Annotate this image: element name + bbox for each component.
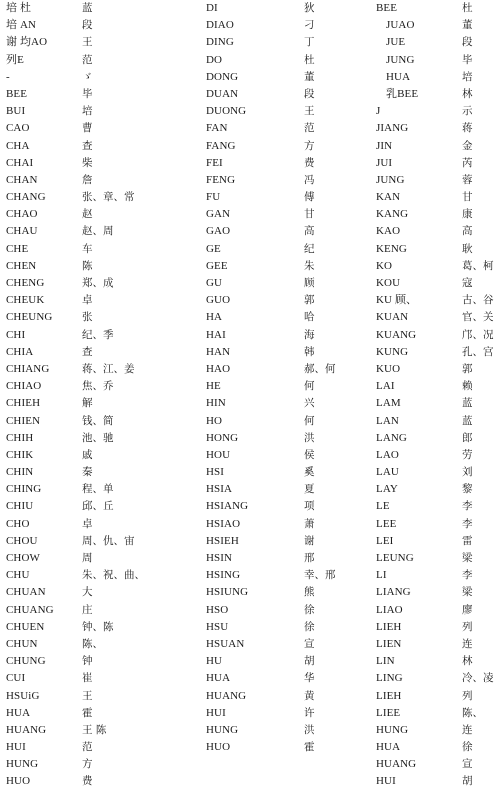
chinese-surname: 詹 bbox=[82, 173, 93, 186]
romanized-surname: BEE bbox=[376, 2, 398, 14]
romanized-surname: HSIN bbox=[206, 552, 233, 564]
chinese-surname: 王 陈 bbox=[82, 723, 107, 736]
chinese-surname: 寇 bbox=[462, 277, 473, 289]
chinese-surname: 哈 bbox=[304, 311, 315, 324]
chinese-surname: 方 bbox=[304, 139, 315, 152]
chinese-surname: 毕 bbox=[82, 87, 93, 100]
romanized-surname: LAN bbox=[376, 414, 399, 427]
romanized-surname: LIEN bbox=[376, 637, 402, 650]
chinese-surname: 王 bbox=[304, 105, 315, 118]
romanized-surname: LIEH bbox=[376, 689, 402, 702]
romanized-surname: FENG bbox=[206, 173, 236, 186]
romanized-surname: 乳BEE bbox=[386, 87, 419, 100]
chinese-surname: 霍 bbox=[304, 741, 315, 754]
romanized-surname: CHANG bbox=[6, 191, 46, 204]
chinese-surname: 李 bbox=[462, 569, 473, 582]
chinese-surname: 张、章、常 bbox=[82, 191, 135, 204]
chinese-surname: 钟、陈 bbox=[82, 620, 114, 633]
romanized-surname: KENG bbox=[376, 242, 407, 255]
chinese-surname: 方 bbox=[82, 758, 93, 771]
chinese-surname: 何 bbox=[304, 380, 315, 393]
chinese-surname: 钱、简 bbox=[82, 414, 114, 427]
chinese-surname: 段 bbox=[462, 36, 473, 49]
chinese-surname: 连 bbox=[462, 637, 473, 650]
chinese-surname: 幸、邢 bbox=[304, 569, 336, 582]
chinese-surname: 徐 bbox=[304, 603, 315, 616]
romanized-surname: CHU bbox=[6, 569, 30, 582]
romanized-surname: CHA bbox=[6, 139, 30, 152]
romanized-surname: CHOW bbox=[6, 552, 41, 564]
romanized-surname: JUI bbox=[376, 156, 393, 169]
romanized-surname: CHAU bbox=[6, 225, 38, 238]
chinese-surname: 项 bbox=[304, 500, 315, 513]
chinese-surname: 傅 bbox=[304, 191, 315, 204]
romanized-surname: HUNG bbox=[206, 723, 239, 736]
chinese-surname: 宣 bbox=[304, 637, 315, 650]
romanized-surname: DI bbox=[206, 2, 218, 14]
chinese-surname: 萧 bbox=[304, 517, 315, 530]
romanized-surname: CHAN bbox=[6, 173, 38, 186]
chinese-surname: 培 bbox=[82, 105, 93, 118]
chinese-surname: 梁 bbox=[462, 586, 473, 599]
romanized-surname: HUA bbox=[376, 741, 401, 754]
romanized-surname: 列E bbox=[6, 53, 24, 66]
chinese-surname: 卓 bbox=[82, 294, 93, 307]
romanized-surname: GE bbox=[206, 242, 221, 255]
chinese-surname: 陈、 bbox=[462, 706, 483, 719]
romanized-surname: CHENG bbox=[6, 277, 45, 289]
chinese-surname: 刁 bbox=[304, 19, 315, 32]
chinese-surname: 大 bbox=[82, 586, 93, 599]
chinese-surname: 曹 bbox=[82, 122, 93, 135]
chinese-surname: 杜 bbox=[304, 53, 315, 66]
chinese-surname: 李 bbox=[462, 517, 473, 530]
chinese-surname: 柴 bbox=[82, 156, 93, 169]
romanized-surname: GUO bbox=[206, 294, 231, 307]
romanized-surname: LAM bbox=[376, 397, 401, 410]
chinese-surname: 毕 bbox=[462, 53, 473, 66]
chinese-surname: 胡 bbox=[462, 775, 473, 788]
romanized-surname: HSIA bbox=[206, 483, 233, 496]
chinese-surname: 夏 bbox=[304, 483, 315, 496]
chinese-surname: 徐 bbox=[462, 741, 473, 754]
chinese-surname: 梁 bbox=[462, 552, 473, 564]
romanized-surname: LEUNG bbox=[376, 552, 414, 564]
chinese-surname: 李 bbox=[462, 500, 473, 513]
romanized-surname: HONG bbox=[206, 431, 239, 444]
chinese-surname: 霍 bbox=[82, 706, 93, 719]
chinese-surname: 陈 bbox=[82, 259, 93, 272]
romanized-surname: KAN bbox=[376, 191, 401, 204]
romanized-surname: HUANG bbox=[376, 758, 417, 771]
romanized-surname: HSIANG bbox=[206, 500, 249, 513]
romanized-surname: HUANG bbox=[6, 723, 47, 736]
chinese-surname: 蒋 bbox=[462, 122, 473, 135]
romanized-surname: HUA bbox=[206, 672, 231, 685]
romanized-surname: GAN bbox=[206, 208, 231, 221]
chinese-surname: 高 bbox=[462, 225, 473, 238]
romanized-surname: HSI bbox=[206, 466, 225, 479]
romanized-surname: HSUiG bbox=[6, 689, 40, 702]
romanized-surname: HUI bbox=[206, 706, 226, 719]
romanized-surname: BEE bbox=[6, 87, 28, 100]
romanized-surname: GEE bbox=[206, 259, 228, 272]
chinese-surname: 段 bbox=[82, 19, 93, 32]
romanized-surname: HSIAO bbox=[206, 517, 241, 530]
chinese-surname: 高 bbox=[304, 225, 315, 238]
chinese-surname: 查 bbox=[82, 345, 93, 358]
romanized-surname: HAI bbox=[206, 328, 226, 341]
romanized-surname: HUNG bbox=[6, 758, 39, 771]
chinese-surname: 兴 bbox=[304, 397, 315, 410]
romanized-surname: HSIUNG bbox=[206, 586, 249, 599]
romanized-surname: HSO bbox=[206, 603, 229, 616]
chinese-surname: 陈、 bbox=[82, 637, 103, 650]
romanized-surname: KU 顾、 bbox=[376, 294, 418, 307]
romanized-surname: HOU bbox=[206, 448, 231, 461]
romanized-surname: LI bbox=[376, 569, 387, 582]
chinese-surname: 周、仇、宙 bbox=[82, 534, 135, 547]
chinese-surname: 庄 bbox=[82, 603, 93, 616]
romanized-surname: LIANG bbox=[376, 586, 411, 599]
chinese-surname: 孔、宫 bbox=[462, 345, 494, 358]
chinese-surname: 顾 bbox=[304, 277, 315, 289]
romanized-surname: JUAO bbox=[386, 19, 415, 32]
chinese-surname: 林 bbox=[462, 655, 473, 668]
chinese-surname: 张 bbox=[82, 311, 93, 324]
chinese-surname: 赖 bbox=[462, 380, 473, 393]
romanized-surname: CHIU bbox=[6, 500, 34, 513]
chinese-surname: ゞ bbox=[82, 70, 93, 83]
romanized-surname: 谢 均AO bbox=[6, 36, 48, 49]
chinese-surname: 车 bbox=[82, 242, 93, 255]
chinese-surname: 周 bbox=[82, 552, 93, 564]
chinese-surname: 卓 bbox=[82, 517, 93, 530]
romanized-surname: JIANG bbox=[376, 122, 409, 135]
chinese-surname: 古、谷 bbox=[462, 294, 494, 307]
chinese-surname: 范 bbox=[304, 122, 315, 135]
romanized-surname: CHUNG bbox=[6, 655, 46, 668]
romanized-surname: LAY bbox=[376, 483, 398, 496]
chinese-surname: 劳 bbox=[462, 448, 473, 461]
romanized-surname: HA bbox=[206, 311, 223, 324]
romanized-surname: CHUANG bbox=[6, 603, 54, 616]
romanized-surname: KOU bbox=[376, 277, 401, 289]
chinese-surname: 熊 bbox=[304, 586, 315, 599]
chinese-surname: 示 bbox=[462, 105, 473, 118]
chinese-surname: 冷、凌 bbox=[462, 672, 494, 685]
romanized-surname: LIN bbox=[376, 655, 395, 668]
romanized-surname: HIN bbox=[206, 397, 226, 410]
romanized-surname: FAN bbox=[206, 122, 228, 135]
romanized-surname: CHEUNG bbox=[6, 311, 53, 324]
chinese-surname: 甘 bbox=[304, 208, 315, 221]
chinese-surname: 何 bbox=[304, 414, 315, 427]
chinese-surname: 宣 bbox=[462, 758, 473, 771]
chinese-surname: 芮 bbox=[462, 156, 473, 169]
romanized-surname: DONG bbox=[206, 70, 239, 83]
romanized-surname: BUI bbox=[6, 105, 26, 118]
chinese-surname: 解 bbox=[82, 397, 93, 410]
chinese-surname: 费 bbox=[304, 156, 315, 169]
chinese-surname: 甘 bbox=[462, 191, 473, 204]
chinese-surname: 蒋、江、姜 bbox=[82, 362, 135, 375]
chinese-surname: 徐 bbox=[304, 620, 315, 633]
romanized-surname: 培 杜 bbox=[6, 2, 32, 14]
chinese-surname: 廖 bbox=[462, 603, 473, 616]
romanized-surname: CHI bbox=[6, 328, 26, 341]
romanized-surname: HSIEH bbox=[206, 534, 239, 547]
romanized-surname: HUNG bbox=[376, 723, 409, 736]
chinese-surname: 培 bbox=[462, 70, 473, 83]
chinese-surname: 胡 bbox=[304, 655, 315, 668]
romanized-surname: LIAO bbox=[376, 603, 403, 616]
romanized-surname: KUNG bbox=[376, 345, 409, 358]
chinese-surname: 黎 bbox=[462, 483, 473, 496]
chinese-surname: 郑、成 bbox=[82, 277, 114, 289]
romanized-surname: CHIA bbox=[6, 345, 34, 358]
chinese-surname: 耿 bbox=[462, 242, 473, 255]
chinese-surname: 王 bbox=[82, 36, 93, 49]
romanized-surname: CHIN bbox=[6, 466, 34, 479]
romanized-surname: JUNG bbox=[376, 173, 405, 186]
chinese-surname: 赵、周 bbox=[82, 225, 114, 238]
chinese-surname: 秦 bbox=[82, 466, 93, 479]
chinese-surname: 海 bbox=[304, 328, 315, 341]
romanized-surname: CHAO bbox=[6, 208, 38, 221]
romanized-surname: HUO bbox=[206, 741, 231, 754]
romanized-surname: - bbox=[6, 70, 10, 83]
chinese-surname: 郭 bbox=[304, 294, 315, 307]
romanized-surname: J bbox=[376, 105, 381, 118]
chinese-surname: 池、驰 bbox=[82, 431, 114, 444]
romanized-surname: CHING bbox=[6, 483, 42, 496]
chinese-surname: 戚 bbox=[82, 448, 93, 461]
chinese-surname: 查 bbox=[82, 139, 93, 152]
chinese-surname: 蓝 bbox=[462, 414, 473, 427]
romanized-surname: LING bbox=[376, 672, 403, 685]
romanized-surname: LAU bbox=[376, 466, 399, 479]
chinese-surname: 林 bbox=[462, 87, 473, 100]
romanized-surname: LEE bbox=[376, 517, 397, 530]
romanized-surname: DUONG bbox=[206, 105, 247, 118]
romanized-surname: HUA bbox=[386, 70, 411, 83]
romanized-surname: CHIEH bbox=[6, 397, 41, 410]
chinese-surname: 洪 bbox=[304, 431, 315, 444]
romanized-surname: GU bbox=[206, 277, 223, 289]
romanized-surname: KO bbox=[376, 259, 393, 272]
romanized-surname: CHIK bbox=[6, 448, 34, 461]
romanized-surname: LE bbox=[376, 500, 390, 513]
romanized-surname: CHAI bbox=[6, 156, 34, 169]
romanized-surname: DING bbox=[206, 36, 234, 49]
chinese-surname: 康 bbox=[462, 208, 473, 221]
chinese-surname: 列 bbox=[462, 620, 473, 633]
romanized-surname: GAO bbox=[206, 225, 231, 238]
chinese-surname: 黄 bbox=[304, 689, 315, 702]
romanized-surname: FU bbox=[206, 191, 221, 204]
romanized-surname: CHUN bbox=[6, 637, 38, 650]
chinese-surname: 列 bbox=[462, 689, 473, 702]
chinese-surname: 崔 bbox=[82, 672, 93, 685]
chinese-surname: 赵 bbox=[82, 208, 93, 221]
romanized-surname: CHEN bbox=[6, 259, 37, 272]
romanized-surname: CHO bbox=[6, 517, 30, 530]
romanized-surname: KUAN bbox=[376, 311, 409, 324]
romanized-surname: CHIEN bbox=[6, 414, 41, 427]
chinese-surname: 纪、季 bbox=[82, 328, 114, 341]
chinese-surname: 蓝 bbox=[462, 397, 473, 410]
romanized-surname: CHOU bbox=[6, 534, 38, 547]
romanized-surname: JUNG bbox=[386, 53, 415, 66]
romanized-surname: HUANG bbox=[206, 689, 247, 702]
romanized-surname: LIEH bbox=[376, 620, 402, 633]
chinese-surname: 丁 bbox=[304, 36, 315, 49]
chinese-surname: 朱、祝、曲、 bbox=[82, 569, 145, 582]
romanized-surname: LAI bbox=[376, 380, 395, 393]
romanized-surname: KUANG bbox=[376, 328, 417, 341]
chinese-surname: 纪 bbox=[304, 242, 315, 255]
romanized-surname: FEI bbox=[206, 156, 223, 169]
chinese-surname: 郝、何 bbox=[304, 362, 336, 375]
chinese-surname: 朱 bbox=[304, 259, 315, 272]
chinese-surname: 杜 bbox=[462, 2, 473, 14]
chinese-surname: 谢 bbox=[304, 534, 315, 547]
romanized-surname: CHIH bbox=[6, 431, 34, 444]
chinese-surname: 奚 bbox=[304, 466, 315, 479]
chinese-surname: 金 bbox=[462, 139, 473, 152]
chinese-surname: 邱、丘 bbox=[82, 500, 114, 513]
romanized-surname: CHUEN bbox=[6, 620, 45, 633]
chinese-surname: 费 bbox=[82, 775, 93, 788]
romanized-surname: CHUAN bbox=[6, 586, 46, 599]
romanized-surname: HAN bbox=[206, 345, 231, 358]
chinese-surname: 连 bbox=[462, 723, 473, 736]
romanized-surname: CHEUK bbox=[6, 294, 45, 307]
romanized-surname: LIEE bbox=[376, 706, 401, 719]
chinese-surname: 韩 bbox=[304, 345, 315, 358]
chinese-surname: 郭 bbox=[462, 362, 473, 375]
chinese-surname: 蓝 bbox=[82, 2, 93, 14]
romanized-surname: HE bbox=[206, 380, 221, 393]
romanized-surname: DUAN bbox=[206, 87, 239, 100]
chinese-surname: 程、单 bbox=[82, 483, 114, 496]
romanized-surname: HSING bbox=[206, 569, 241, 582]
romanized-surname: KAO bbox=[376, 225, 401, 238]
romanized-surname: CUI bbox=[6, 672, 26, 685]
romanized-surname: HUI bbox=[6, 741, 26, 754]
romanized-surname: LANG bbox=[376, 431, 407, 444]
romanized-surname: HO bbox=[206, 414, 223, 427]
romanized-surname: DO bbox=[206, 53, 223, 66]
romanized-surname: 培 AN bbox=[6, 19, 37, 32]
chinese-surname: 邢 bbox=[304, 552, 315, 564]
chinese-surname: 许 bbox=[304, 706, 315, 719]
romanized-surname: JUE bbox=[386, 36, 406, 49]
romanized-surname: KANG bbox=[376, 208, 409, 221]
romanized-surname: LAO bbox=[376, 448, 399, 461]
romanized-surname: KUO bbox=[376, 362, 401, 375]
chinese-surname: 官、关 bbox=[462, 311, 494, 324]
romanized-surname: DIAO bbox=[206, 19, 234, 32]
chinese-surname: 洪 bbox=[304, 723, 315, 736]
chinese-surname: 华 bbox=[304, 672, 315, 685]
romanized-surname: HU bbox=[206, 655, 223, 668]
chinese-surname: 范 bbox=[82, 741, 93, 754]
chinese-surname: 邝、况 bbox=[462, 328, 494, 341]
chinese-surname: 焦、乔 bbox=[82, 380, 114, 393]
chinese-surname: 刘 bbox=[462, 466, 473, 479]
romanized-surname: HSU bbox=[206, 620, 229, 633]
romanized-surname: HAO bbox=[206, 362, 231, 375]
chinese-surname: 王 bbox=[82, 689, 93, 702]
romanized-surname: CAO bbox=[6, 122, 30, 135]
chinese-surname: 范 bbox=[82, 53, 93, 66]
chinese-surname: 钟 bbox=[82, 655, 93, 668]
chinese-surname: 董 bbox=[462, 19, 473, 32]
romanized-surname: HUO bbox=[6, 775, 31, 788]
romanized-surname: HUA bbox=[6, 706, 31, 719]
romanized-surname: HUI bbox=[376, 775, 396, 788]
romanized-surname: CHIANG bbox=[6, 362, 50, 375]
chinese-surname: 冯 bbox=[304, 173, 315, 186]
chinese-surname: 蓉 bbox=[462, 173, 473, 186]
chinese-surname: 郎 bbox=[462, 431, 473, 444]
chinese-surname: 葛、柯 bbox=[462, 259, 494, 272]
romanized-surname: FANG bbox=[206, 139, 236, 152]
chinese-surname: 侯 bbox=[304, 448, 315, 461]
chinese-surname: 董 bbox=[304, 70, 315, 83]
romanized-surname: HSUAN bbox=[206, 637, 245, 650]
chinese-surname: 雷 bbox=[462, 534, 473, 547]
romanized-surname: LEI bbox=[376, 534, 394, 547]
romanized-surname: CHE bbox=[6, 242, 29, 255]
romanized-surname: JIN bbox=[376, 139, 393, 152]
chinese-surname: 段 bbox=[304, 87, 315, 100]
romanized-surname: CHIAO bbox=[6, 380, 42, 393]
chinese-surname: 狄 bbox=[304, 2, 315, 14]
